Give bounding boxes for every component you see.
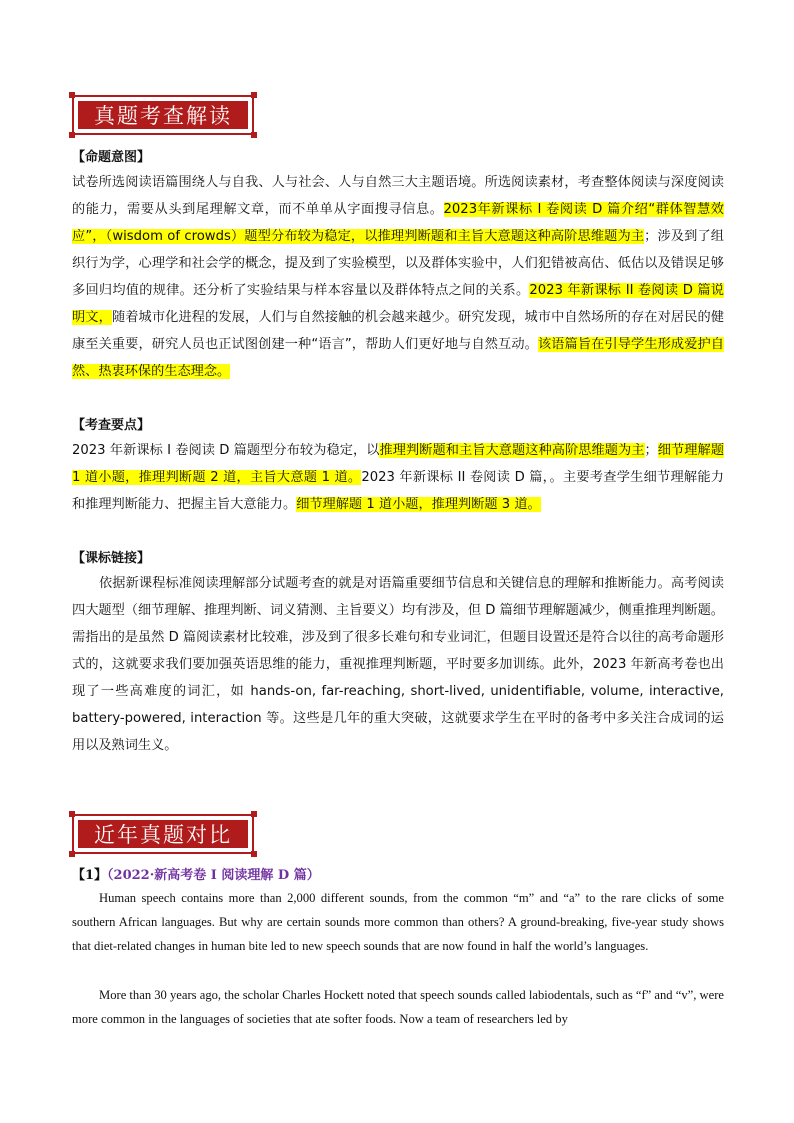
banner-title: 真题考查解读 <box>94 104 232 128</box>
points-highlight-3: 细节理解题 1 道小题，推理判断题 3 道。 <box>296 497 541 512</box>
section-banner-exam-analysis <box>72 95 254 135</box>
intent-highlight-2: 2023 年新课标 II 卷阅读 D 篇说明文， <box>72 283 724 325</box>
points-text-1: 2023 年新课标 I 卷阅读 D 篇题型分布较为稳定，以 <box>72 443 380 458</box>
passage-paragraph-1: Human speech contains more than 2,000 different sounds, from the common “m” and “a” to the rare clicks of some southern African languages. But why are certain sounds more common than others? A ground-breaking, five-year study shows that diet-related changes in human bite led to new speech sounds that are now found in half the world’s languages. <box>72 891 724 953</box>
section-banner-past-comparison <box>72 814 254 854</box>
paragraph-curriculum: 依据新课程标准阅读理解部分试题考查的就是对语篇重要细节信息和关键信息的理解和推断能力。高考阅读四大题型（细节理解、推理判断、词义猜测、主旨要义）均有涉及，但 D 篇细节理解题减少，侧重推理判断题。需指出的是虽然 D 篇阅读素材比较难，涉及到了很多长难句和专业词汇，但题目设置还是符合以往的高考命题形式的，这就要求我们要加强英语思维的能力，重视推理判断题，平时要多加训练。此外，2023 年新高考卷也出现了一些高难度的词汇，如 hands-on, far-reaching, short-lived, unidentifiable, volume, interactive, battery-powered, interaction 等。这些是几年的重大突破，这就要求学生在平时的备考中多关注合成词的运用以及熟词生义。 <box>72 576 724 753</box>
points-text-2: ； <box>644 443 658 458</box>
points-highlight-1: 推理判断题和主旨大意题这种高阶思维题为主 <box>379 443 645 458</box>
heading-intent: 【命题意图】 <box>72 150 151 165</box>
question-source: （2022·新高考卷 I 阅读理解 D 篇） <box>107 868 320 883</box>
question-title <box>72 864 320 883</box>
banner-title: 近年真题对比 <box>94 823 232 847</box>
heading-key-points: 【考查要点】 <box>72 418 151 433</box>
passage-paragraph-2: More than 30 years ago, the scholar Charles Hockett noted that speech sounds called labiodentals, such as “f” and “v”, were more common in the languages of societies that ate softer foods. Now a team of researchers led by <box>72 988 724 1026</box>
intent-text-2: ；涉及到了组织行为学，心理学和社会学的概念，提及到了实验模型，以及群体实验中，人们犯错被高估、低估以及错误足够多回归均值的规律。还分析了实验结果与样本容量以及群体特点之间的关系。 <box>72 229 724 298</box>
points-highlight-2: 细节理解题 1 道小题，推理判断题 2 道，主旨大意题 1 道。 <box>72 443 725 485</box>
intent-text-3: 随着城市化进程的发展，人们与自然接触的机会越来越少。研究发现，城市中自然场所的存在对居民的健康至关重要，研究人员也正试图创建一种“语言”，帮助人们更好地与自然互动。 <box>72 310 725 352</box>
heading-curriculum: 【课标链接】 <box>72 551 151 566</box>
paragraph-key-points <box>72 437 724 518</box>
points-text-3: 2023 年新课标 II 卷阅读 D 篇，。主要考查学生细节理解能力和推理判断能力、把握主旨大意能力。 <box>72 470 724 512</box>
question-number: 【1】 <box>72 868 108 883</box>
paragraph-intent <box>72 169 724 385</box>
intent-highlight-1: 2023年新课标 I 卷阅读 D 篇介绍“群体智慧效应”，（wisdom of crowds）题型分布较为稳定，以推理判断题和主旨大意题这种高阶思维题为主 <box>72 202 724 244</box>
intent-highlight-3: 该语篇旨在引导学生形成爱护自然、热衷环保的生态理念。 <box>72 337 724 379</box>
intent-text-1: 试卷所选阅读语篇围绕人与自我、人与社会、人与自然三大主题语境。所选阅读素材，考查整体阅读与深度阅读的能力，需要从头到尾理解文章，而不单单从字面搜寻信息。 <box>72 175 724 217</box>
